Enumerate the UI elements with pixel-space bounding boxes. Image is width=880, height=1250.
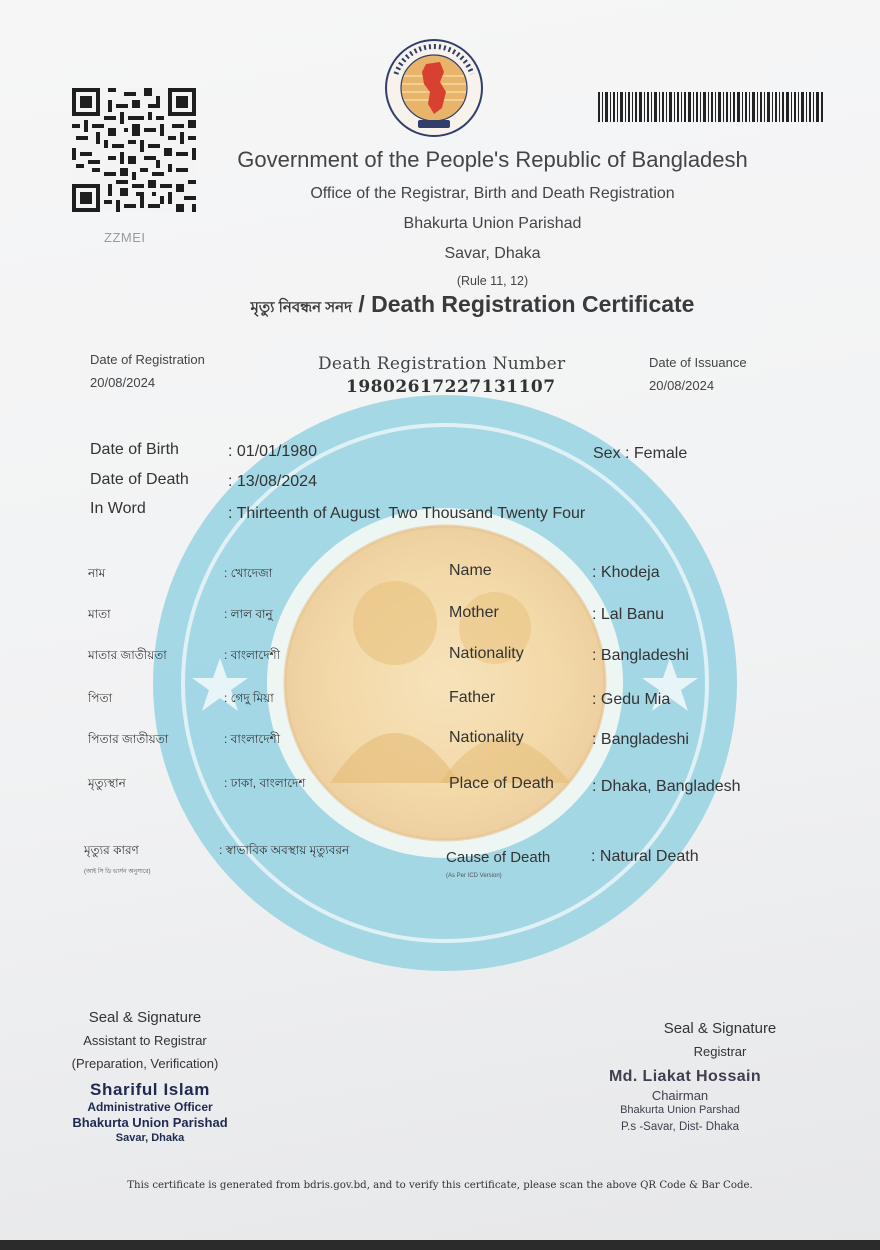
father-nationality-bn-value: : বাংলাদেশী — [224, 732, 281, 746]
registration-number-value: 19802617227131107 — [346, 377, 556, 397]
mother-en-value: : Lal Banu — [592, 606, 665, 623]
left-stamp-union: Bhakurta Union Parishad — [72, 1115, 228, 1130]
office-title: Office of the Registrar, Birth and Death Registration — [310, 185, 675, 202]
father-bn-value: : গেদু মিয়া — [224, 691, 274, 705]
date-of-birth-value: : 01/01/1980 — [228, 443, 317, 460]
father-bn-label: পিতা — [88, 691, 113, 705]
mother-nationality-bn-value: : বাংলাদেশী — [224, 648, 281, 662]
place-of-death-bn-value: : ঢাকা, বাংলাদেশ — [224, 776, 306, 790]
father-nationality-en-label: Nationality — [449, 729, 524, 746]
date-of-issuance-value: 20/08/2024 — [649, 378, 715, 393]
certificate-title-separator: / — [351, 291, 372, 317]
date-of-issuance-label: Date of Issuance — [649, 355, 747, 370]
barcode-icon[interactable] — [598, 92, 824, 122]
name-bn-value: : খোদেজা — [224, 566, 273, 580]
name-en-label: Name — [449, 562, 492, 579]
certificate-title-en: Death Registration Certificate — [371, 291, 695, 317]
certificate-title — [0, 291, 880, 321]
right-signature-title: Seal & Signature — [663, 1020, 777, 1037]
place-of-death-en-value: : Dhaka, Bangladesh — [592, 778, 741, 795]
left-signature-role-detail: (Preparation, Verification) — [71, 1056, 219, 1071]
mother-bn-label: মাতা — [88, 607, 111, 621]
name-en-value: : Khodeja — [592, 564, 660, 581]
location-title: Savar, Dhaka — [444, 245, 541, 262]
right-signature-role: Registrar — [693, 1044, 747, 1059]
mother-nationality-en-value: : Bangladeshi — [592, 647, 689, 664]
date-of-death-value: : 13/08/2024 — [228, 473, 317, 490]
right-stamp-location: P.s -Savar, Dist- Dhaka — [620, 1121, 740, 1133]
page-bottom-edge — [0, 1240, 880, 1250]
right-stamp-designation: Chairman — [651, 1088, 709, 1103]
cause-of-death-bn-label: মৃত্যুর কারণ — [84, 843, 139, 857]
date-of-birth-label: Date of Birth — [90, 441, 179, 458]
name-bn-label: নাম — [88, 566, 106, 580]
mother-bn-value: : লাল বানু — [224, 607, 273, 621]
cause-of-death-en-label: Cause of Death — [446, 849, 551, 866]
verification-footer: This certificate is generated from bdris.gov.bd, and to verify this certificate, please scan the above QR Code & Bar Code. — [127, 1180, 753, 1191]
left-stamp-location: Savar, Dhaka — [115, 1132, 185, 1144]
right-stamp-name: Md. Liakat Hossain — [608, 1068, 762, 1085]
date-of-registration-value: 20/08/2024 — [90, 375, 156, 390]
cause-of-death-bn-subnote: (আই সি ডি ভার্সন অনুসারে) — [84, 869, 151, 875]
right-stamp-union: Bhakurta Union Parshad — [620, 1104, 740, 1116]
qr-code-text: ZZMEI — [104, 230, 146, 245]
government-title: Government of the People's Republic of Bangladesh — [237, 147, 748, 172]
mother-nationality-en-label: Nationality — [449, 645, 524, 662]
in-word-label: In Word — [90, 500, 146, 517]
in-word-value: : Thirteenth of August Two Thousand Twenty Four — [228, 505, 586, 522]
union-title: Bhakurta Union Parishad — [403, 215, 582, 232]
father-nationality-en-value: : Bangladeshi — [592, 731, 689, 748]
sex-value: Sex : Female — [593, 445, 688, 462]
father-en-value: : Gedu Mia — [592, 691, 671, 708]
mother-nationality-bn-label: মাতার জাতীয়তা — [88, 648, 167, 662]
cause-of-death-en-value: : Natural Death — [591, 848, 699, 865]
left-stamp-name: Shariful Islam — [90, 1080, 210, 1099]
father-en-label: Father — [449, 689, 496, 706]
date-of-death-label: Date of Death — [90, 471, 189, 488]
father-nationality-bn-label: পিতার জাতীয়তা — [88, 732, 169, 746]
cause-of-death-bn-value: : স্বাভাবিক অবস্থায় মৃত্যুবরন — [219, 843, 350, 857]
mother-en-label: Mother — [449, 604, 499, 621]
date-of-registration-label: Date of Registration — [90, 352, 205, 367]
left-stamp-designation: Administrative Officer — [87, 1100, 213, 1114]
cause-of-death-en-subnote: (As Per ICD Version) — [446, 873, 502, 879]
place-of-death-bn-label: মৃত্যুস্থান — [88, 776, 126, 790]
left-signature-role: Assistant to Registrar — [83, 1033, 207, 1048]
rule-reference: (Rule 11, 12) — [456, 274, 529, 288]
place-of-death-en-label: Place of Death — [449, 775, 554, 792]
registration-number-label: Death Registration Number — [318, 354, 566, 374]
government-emblem-icon — [382, 38, 486, 138]
certificate-title-bn: মৃত্যু নিবন্ধন সনদ — [250, 299, 352, 316]
left-signature-title: Seal & Signature — [88, 1009, 202, 1026]
